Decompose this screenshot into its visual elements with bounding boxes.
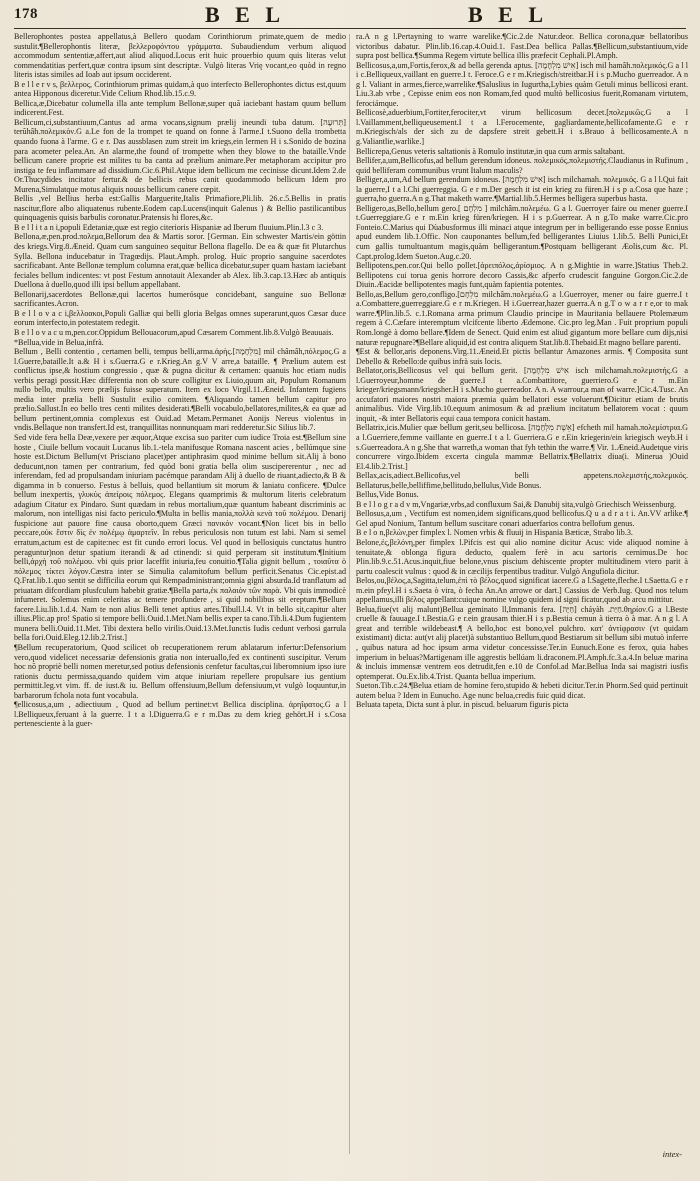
entry-bellifer: Bellifer,a,um,Bellicofus,ad bellum gerendum idoneus. πολεμικός,πολεμιστής.Claudianus in Rufinum , quid belliferam communibus vrunt Italum maculis? (356, 156, 688, 175)
entry-bellovaci: B e l l o v a c i,βελλοακοι,Populi Galliæ qui belli gloria Belgas omnes superarunt,quos Cæsar duce eorum interfecto,in potestatem redegit. (14, 308, 346, 328)
entry-bellerophontes: Bellerophontes postea appellatus,à Bellero quodam Corinthiorum primate,quem de medio sustulit.¶Bellerophontis literæ, βελλεροφόντου γράμματα. Subaudiendum verbum aliquod accommodum sententiæ,affert,aut aliud aliquod.Locus erit huic prouerbio quum quis literas velut commendatitias perfert,quæ contra ipsum sint descriptæ. Vulgò literas Vrię vocant,eo quòd in regno literis istas similes ad Ioab aut ipsum occiderent. (14, 32, 346, 80)
entry-bellis: Bellis ,vel Bellius herba est:Gallis Marguerite,Italis Primafiore,Pli.lib. 26.c.5.Bellis in pratis nascitur,flore albo aliquatenus rubente.Eodem cap.Lucens(inquit Galenus ) & Bellio pastilicantibus quinquagenis quisis barbulis coronatur.Pratensis hi flores,&c. (14, 194, 346, 223)
entry-bellosus: Bellosus,a,um , Vectifum est nomen,idem significans,quod bellicofus.Q u a d r a t i. An.VV arlike.¶ Gel apud Nonium, Tantum bellum suscitare conari aduerfarios contra bellofum genus. (356, 509, 688, 528)
entry-bellicose: Bellicosè,aduerbium,Fortiter,ferociter,vt virum bellicosum decet.[πολεμικῶς.G a l l.Vaillamment,belliqueusement.I t a l.Ferocemente, gagliardamente,bellicofamente.G e r m.Kriegisch/als der sich zu de dapsfere streit gebett.H i s.Brauo à bellicosamente.A n g.Valiantlie,warlike.] (356, 108, 688, 147)
entry-bello: Bello,as,Bellum gero,confligo.[מִלְחָם milchâm.πολεμέω.G a l.Guerroyer, mener ou faire guerre.I t a.Combattere,guerreggiare.G e r m.Kriegen. H i.Guerrear,hazer guerra.A n g.T o w a r r e,or to mak warre.¶Plin.lib.5. c.1.Romana arma primum Claudio principe in Mauritania bellauere Ptolemæum regem à C.Cæfare interemptum vlcifcente liberto Ædemone. Cic.pro leg.Man . Fuit proprium populi Rom.longè à domo bellare.¶Idem de Senect. Quid enim est aliud gigantum more bellare cum dijs,nisi naturæ repugnare?¶Bellare aliquid,id est contra aliquem Stat.lib.8.Thebaid.Et magno bellare parenti. (356, 289, 688, 347)
entry-bellator: Bellator,oris,Bellicosus vel qui bellum gerit. [אִישׁ מִלְחָמָה isch milchamah.πολεμιστής.G a l.Guerroyeur,homme de guerre.I t a.Combattitore, guerriero.G e r m.Ein krieger/kriegsmann/kriegsher.H i s.Mucho guerreador. A n. A warrour,a man of warre.]Cic.4.Tusc. An accufatori maiores nostri maiora præmia quàm bellatori esse voluerunt.¶Dicitur etiam de brutis animalibus. Vide Virg.lib.10.equum animosum & ad prælium incitatum bellatorem vocat : quum inquit, -& inter Bellatoris equi caua tempora conicit hastam. (356, 366, 688, 423)
column-gutter (349, 34, 350, 1154)
entry-bellitani: B e l l i t a n i,populi Edetaniæ,quæ est regio citerioris Hispaniæ ad Iberum fluuium.Plin.l.3 c 3. (14, 222, 324, 232)
entry-bellovacum: B e l l o v a c u m,pen.cor.Oppidum Bellouacorum,apud Cæsarem Comment.lib.8.Vulgò Beauuais. (14, 327, 334, 337)
entry-bellona: Bellona,æ,pen.prod.πολεμα,Bellorum dea & Martis soror. [German. Ein schwester Martis/ein göttin des kriegs.Virg.8.Æneid. Quam cum sanguineo sequitur Bellona flagello. De ea & quæ fit Plutarchus Sylla. Bellona inducebatur in Tragœdijs. Plaut.Amph. prolog. Huic proprio sanguine sacerdotes sacrificabant. Ante Bellonæ templum columna erat,quæ bellica dicebatur,super quam hastam iaciebant feciales bellum indicentes: vt post Festum annotauit Alexander ab Alex. lib.3.cap.13.Hæc ab antiquis Duellona à duello,quod illi ipsi bellum appellabant. (14, 232, 346, 290)
entry-bellum-continued: Sed vide fera bella Deæ,vexere per æquor,Atque excisa suo pariter cum iudice Troia est.¶Bellum sine hoste , Ciuile bellum vocauit Lucanus lib.1.-tela manifusque Romana nascent acies , bellúmque sine hoste est.Dictum Bellum(vt Prisciano placet)per antiphrasim quod minime bellum sit.Alij à bono deducunt,non tamen per contrarium, fed quòd boni gratia bella olim suscipererentur , nec ad inferendam, fed ad propulsandam iniuriam pacémque parandam Alij à duello de riuant,adiecto,& B & digamma in b conuerso. Festus à belluis, quod bellantium sit morum & laniatu conficere. ¶Dulce bellum inexpertis, γλυκὺς ἀπείροις πόλεμος. Elegans quamprimis & multorum literis celebratum adagium Citatur ex Pindaro. Sunt quædam in rebus mortalium,quæ quantum habeant discriminis ac malorum, non intelligas nisi facto periculo.¶Multa in bellis mania,πολλὰ κενὰ τοῦ πολέμου. Denarij fuspicione aut pauore fine causa oborto,quem Græci πανικόν vocant.¶Non licet bis in bello peccare,οὐκ ἔστιν δὶς ἐν πολέμῳ ἁμαρτεῖν. In rebus periculosis non tutum est labi. Nam si semel erratum,actum est de capite:nec est fit cundo errori locus. Vel quod in bellosiquis cunctatus huntro peraguntur)non detur spatium iterandi & ad ctinendi: si quid perperam sit institutum.¶Initium belli,ἀρχὴ τοῦ πολέμου. vbi quis prior laceffit iniuria,feu conuitio.¶Talia gignit bellum , τοιαῦτα ὁ πόλεμος τίκτει λόγον.Cæstra inter se Simulia calamitofum bellum perficit.Senatus Cic.epist.ad Q.Frat.lib.1.quo sentit se difficilia eorum qui Rempadministrant;omnia gigni absurda.Id tranflatum ad priuatam difcordiam plusfculum habebit gratiæ.¶Bella parta,ἐκ παλαιὸν τῶν παρὰ. Vbi quis immodicè infumeret. Solemus enim celeritas ac temere profundere , si quid nobilibus sit ereptum.¶Bellum facere.Liu.lib.1.d.4. Nam te non alius Belli tenet aptius artes.Tibull.l.4. Vt in bello sit,capitur alter illius.Plic.ap pro! Spatio si tempore belli.Ouid.1.Met.Nam bellis exper ta cano.Tib.li.4.Dum fugientem munera belli.Ouid.11.Met. Tibi dextera bello virilis.Ouid.13.Met.Iunctis Iudis cedunt verbosi garrula bella fori.Ouid.Eleg.12.lib.2.Trist.] (14, 432, 346, 643)
entry-bellicrepa: Bellicrepa,Genus veteris saltationis à Romulo institutæ,in qua cum armis saltabant. (356, 146, 625, 156)
entry-bellua-ref: *Bellua,vide in Belua,infrà. (14, 337, 104, 347)
running-head-left: B E L (205, 2, 286, 27)
left-column (14, 32, 346, 1162)
entry-bellicum: Bellicum,ci,substantiuum,Cantus ad arma vocans,signum prælij ineundi tuba datum. [תְּרוּעָה] terũhâh.πολεμικὸν.G a.Le fon de la trompet te quand on fonne à l'arme.I t.Suono della trombetta quando fuona à l'arme. G e r. Das aussblasen zum streit im kriegs,ein lermen H i s.Sonido de bozina para acometer pelea.An. An alarme,the found of trompette when they blowe to the bataille.Vnde bellicum canere proprie est milites tu ba canta ad prælium animare.Per metaphoram accipitur pro instiga te feu inflammare ad dissidium.Cic.6.Phil.Atque idem bellicum me cecinisse dicunt.Idem 2.de Or.Thucydides incitator fertur.& de bellicis rebus canit quodammodo bellicum Idem pro Murena,Simulatque motus aliquis nouus bellicum canere cœpit. (14, 117, 346, 194)
entry-bellax: Bellax,acis,adiect.Bellicofus,vel belli appetens.πολεμιστής,πολεμικός. Bellaturus,belle,belliffime,bellitudo,bellulus,Vide Bonus. (356, 471, 688, 490)
catchword: intex- (662, 1149, 682, 1159)
entry-bellor: ¶Est & bellor,aris deponens.Virg.11.Æneid.Et pictis bellantur Amazones armis. ¶ Composita sunt Debello & Rebello:de quibus infrà suis locis. (356, 347, 688, 366)
entry-bellerus: B e l l e r v s, βελλερος, Corinthiorum primas quidam,à quo interfecto Bellerophontes dictus est,quum antea Hipponous diceretur.Vide Celium Rhod.lib.15.c.9. (14, 79, 346, 99)
entry-belua-continued: Sueton.Tib.c.24.¶Belua etiam de homine fero,stupido & hebeti dicitur.Ter.in Phorm.Sed quid pertinuit autem belua ? Idem in Eunucho. Age nunc belua,credis fuic quid dicat. (356, 681, 688, 700)
entry-bellonarii: Bellonarij,sacerdotes Bellonæ,qui lacertos humerósque concidebant, sanguine suo Bellonæ sacrificantes.Acron. (14, 289, 346, 309)
entry-belone: Belone,ἐς,βελόνη,per fimplex l.Pifcis est qui alio nomine dicitur Acus: vide aliquod nomine à tenuitate,& oblonga figura deducto, qualem ferè in acu sartoris cernimus.De hoc Plin.lib.9.c.51.Acus.inquit,fiue belone,vnus piscium dehiscente propter multitudinem vtero parit à partu coalescit vulnus : quod & in cæcilijs ferpentibus traditur. Vulgò Angufiola dicitur. (356, 537, 688, 576)
right-column (356, 32, 688, 1162)
entry-belua: Belua,fiue(vt alij malunt)Bellua geminato ll,Immanis fera. [חַיָּה] cháyàh .חַיַּת.θηρίον.G a l.Beste cruelle & fauuage.I t.Bestia.G e r.ein grausam thier.H i s p.Bestia cemun à tierra ò à mar. A n g l. A great and terrible wildebeast.¶ A bello,hoc est bono,vel pulchro. κατ' ἀντίφρασιν (vt quidam existimant) dicta: aut(vt alij placet)à substantiuo Bellum,quod Bestiarum sit bellum sibi mutuò inferre , quibus natura ad hoc ipsum arma videtur concessisse.Ter.in Eunuch.Eone es ferox, quia habes imperium in beluas?Martigenam ille aggrestis bellúam li.draconem.Pl.Amph.fc.3.a.4.In beluæ marina & incluis immensæ ventrem eos detrudit,fen e.10 de Confol.ad Mar.Bellua Inda sai magistri iusfis optemperat. Ou.Ex.lib.4.Trist. Quanta bellua imperium. (356, 604, 688, 681)
entry-belon: B e l o n,βελὼν,per fimplex l. Nomen vrbis & fluuij in Hispania Bæticæ, Strabo lib.3. (356, 528, 633, 538)
header-rule (14, 28, 686, 29)
page-header (0, 0, 700, 30)
entry-bellicus: ¶ellicosus,a,um , adiectiuum , Quod ad bellum pertinet:vt Bellica disciplina. ἀρηΐφατος.G a l l.Belliqueux,feruant à la guerre. I t a l.Diguerra.G e r m.Das zu dem krieg gehört.H i s.Cosa pertenesciente à la guer- (14, 700, 346, 729)
entry-bellum: Bellum , Belli contentio , certamen belli, tempus belli,arma.ἀρὴς.[מִלְחָמָה] mil châmâh,πόλεμος.G a l.Guerre,bataille.It a.& H i s.Guerra.G e r.Krieg.An g.V V arre,a bataille. ¶ Prælium autem est conflictus ipse,& hostium congressio , quæ & pugna dicitur & certamen: quanuis hoc etiam nudis verbis peragi possit.Hæc differentia non ob scure colligitur ex Liuio,quum ait, Populum Romanum nullo bello, multis vero prælijs fuisse superatum. Item ex loco Virgil.11.Æneid. Infantem fugiens media inter prælia belli Sustulit exilio comitem. ¶Aliquando tamen bellum capitur pro prælio.Sallust.In eo bello tres centi milites desiderati.¶Belli vocabulo,bellatores,milites,& ea quæ ad bellum pertinent,omnia complexus est Ouid.ad Metam.Permanet Aonijs Nereus violentus in vndis.Bellaque non transfert.Id est, tranquillitas nonnunquam mari redderetur.Sic Silius lib.7. (14, 347, 346, 433)
entry-bellicus-continued: ra.A n g l.Pertayning to warre warelike.¶Cic.2.de Natur.deor. Bellica corona,quæ bellatoribus victoribus dabatur. Plin.lib.16.cap.4.Ouid.1. Fast.Dea bellica Pallas.¶Bellicum,substantiuum,vide supra post bellica.¶Summa Regem virtute bellica illis præfecit Cephali.Pl.Amph. (356, 32, 688, 61)
running-head-right: B E L (468, 2, 549, 27)
entry-belliger: Belliger,a,um,Ad bellum gerendum idoneus. [אִישׁ מִלְחָמָה] isch milchamah. πολεμικός. G a l l.Qui fait la guerre,I t a l.Chi guerreggia. G e r m.Der gesch it ist ein krieg zu füren.H i s p a.Cosa que haze ; guerra,ho guerra.A n g.That maketh warre.¶Martial.lib.5.Hermes belligera superbus hasta. (356, 175, 688, 204)
entry-belos: Belos,ou,βέλος,a,Sagitta,telum,ἐπὶ τὸ βέλος,quod significat iacere.G a l.Sagette,fleche.I t.Saetta.G e r m.ein pfeyl.H i s.Saeta ò vira, ò fecha An.An arrowe or dart.] Cassius de Verb.Iug. Quod nos telum appellamus,illi βέλος appellant:cuique nomine vulgo quidem id signi ficatur,quod ab arcu mittitur. (356, 576, 688, 605)
entry-bellus: Bellus,Vide Bonus. (356, 490, 419, 500)
entry-bellipotens: Bellipotens,pen.cor.Qui bello pollet.[ἀρειπόλος,ἀρίσμιος. A n g.Mightie in warre.]Statius Theb.2. Bellipotens cui torua genis horrore decoro Cassis,&c afperfo crudescit fanguine Gorgon.Cic.2.de Diuin.Æacidæ bellipotentes magis funt,quàm fapientia potentes. (356, 261, 688, 290)
entry-bellum-recuperatorium: ¶Bellum recuperatorium, Quod scilicet ob recuperationem rerum ablatarum infertur:Defensorium vero,quod videlicet necessariæ defensionis gratia non interuallo,fed ex continenti suscipitur. Verum hoc nõ propriè belli nomen meretur,sed potius defensionis cenfetur facultas,cui liberomnium ipso iure rationis ductu permissa,quando quidem vim atque iniuriam repellere propulsare ius gentium permittit.leg.vt vim. ff. de iust.& iu. Bellum offensiuum,Bellum defensiuum,vt vulgò loquuntur,in barbarorum fchola nota funt vocabula. (14, 643, 346, 700)
entry-bellicosus: Bellicosus,a,um,Fortis,ferox,& ad bella gerenda aptus. [אִישׁ מִלְחָמָה] isch mil hamâh.πολεμικός.G a l l i c.Belliqueux,vaillant en guerre.I t. Feroce.G e r m.Kriegisch/streitbar.H i s p.Mucho guerreador. A n g l. Valiant in armes,fierce,warrelike.¶Saluslius in Iugurtha,Lybies quàm Getuli minus bellicosi erant. Liu.3.ab vrbe , Cepisse enim eos non Romam,fed quod multò bellicosius fuerit,Romanam virtutem, ferociámque. (356, 60, 688, 108)
page-number: 178 (14, 6, 38, 22)
entry-belligero: Belligero,as,Bello,bellum gero.[ מִלְחָם ] milchâm.πολεμέω. G a l. Guerroyer faire ou mener guerre.I t.Guerreggiare.G e r m.Ein krieg füren/kriegen. H i s p.Guerrear. A n g.To make warre.Cic.pro Fonteio.C.Marius qui Dùabusformus illi minaci atque integrum per in belligerando esse posse Ennius apud eundem lib.1.Offic. Non cauponantes bellum,fed belligerantes Liuius 1.lib.5. Belli Punici,Et cum gallis tumultuantum magis,quàm belligerantum.¶Postquam belligerant Æolis,cum &c. Pl. Capt.prolog.Idem Sueton.Aug.c.20. (356, 203, 688, 261)
entry-beluata: Beluata tapeta, Dicta sunt à plur. in piscud. beluarum figuris picta (356, 700, 569, 710)
entry-bellatrix: Bellatrix,icis.Mulier quæ bellum gerit,seu bellicosa. [אֵשֶׁת מִלְחָמָה] efcheth mil hamah.πολεμίστρια.G a l.Guerriere,femme vaillante en guerre.I t a l. Guerriera.G e r.Ein kriegerin/ein kriegisch weyb.H i s.Guerreadora.A n g.She that warreth,a woman that fyh tethin the warre.¶ Vir. 1.Æneid.Audetque viris concurrere virgo.Ibidem excerta cingula mammæ Bellatrix.¶Bellatrix diua(i. Minerua )Ouid El.4.lib.2.Trist.] (356, 423, 688, 471)
entry-bellica: Bellica,æ,Dicebatur columella illa ante templum Bellonæ,super quã iaciebant hastam quum bellum indicerent.Fest. (14, 98, 346, 118)
entry-bellogradum: B e l l o g r a d v m,Vngariæ,vrbs,ad confluxum Sai,& Danubij sita,vulgò Griechisch Weissenburg. (356, 499, 677, 509)
